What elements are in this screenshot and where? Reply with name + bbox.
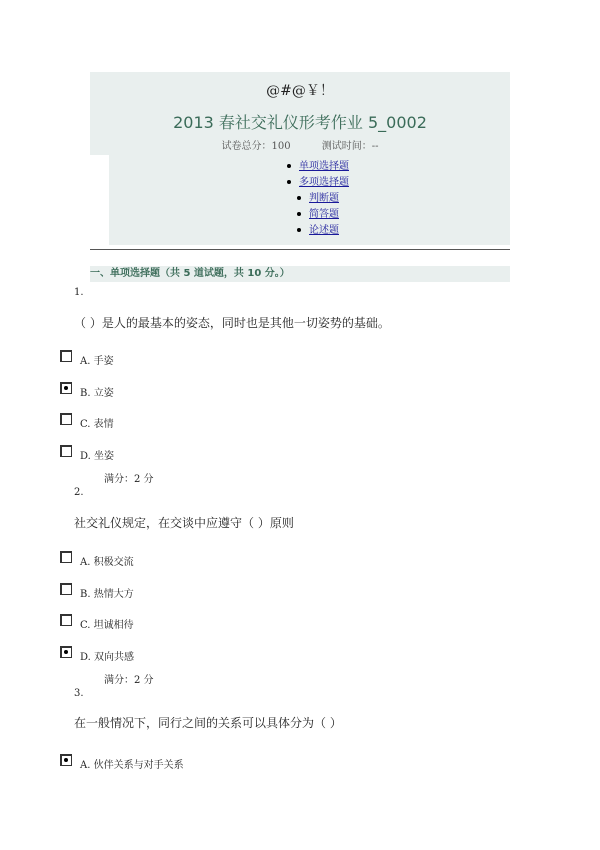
option-label: C. 表情 [80,418,114,430]
question-text: （ ）是人的最基本的姿态，同时也是其他一切姿势的基础。 [74,316,390,330]
nav-item-multiple-choice[interactable] [287,173,349,188]
section-nav [109,155,510,245]
header-symbols: @#@￥！ [266,83,334,99]
nav-link[interactable]: 论述题 [309,225,339,236]
option-label: B. 立姿 [80,387,114,399]
option-1c[interactable] [60,415,114,429]
question-number: 2. [74,487,84,498]
test-time: 测试时间：-- [321,141,379,152]
nav-link[interactable]: 单项选择题 [299,161,349,172]
nav-link[interactable]: 多项选择题 [299,177,349,188]
nav-link[interactable]: 判断题 [309,193,339,204]
question-number: 3. [74,688,84,699]
nav-item-essay[interactable] [297,221,339,236]
bullet-icon [287,180,291,184]
question-score: 满分：2 分 [104,675,154,686]
radio-button[interactable] [60,754,72,766]
exam-meta [90,137,510,152]
bullet-icon [297,196,301,200]
radio-button[interactable] [60,382,72,394]
option-label: D. 坐姿 [80,450,115,462]
option-1d[interactable] [60,447,114,461]
radio-button[interactable] [60,646,72,658]
option-2b[interactable] [60,585,134,599]
bullet-icon [287,164,291,168]
option-label: D. 双向共感 [80,651,135,663]
option-1b[interactable] [60,384,114,398]
option-label: A. 伙伴关系与对手关系 [80,759,184,771]
radio-button[interactable] [60,614,72,626]
question-text: 社交礼仪规定，在交谈中应遵守（ ）原则 [74,516,294,530]
option-label: A. 积极交流 [80,556,134,568]
radio-button[interactable] [60,445,72,457]
exam-header [90,72,510,155]
question-text: 在一般情况下，同行之间的关系可以具体分为（ ） [74,716,342,730]
nav-link[interactable]: 简答题 [309,209,339,220]
question-number: 1. [74,287,84,298]
option-2a[interactable] [60,553,134,567]
option-label: B. 热情大方 [80,588,134,600]
option-1a[interactable] [60,352,114,366]
option-label: C. 坦诚相待 [80,619,134,631]
section-title: 一、单项选择题（共 5 道试题，共 10 分。） [90,266,510,282]
option-2c[interactable] [60,616,134,630]
radio-button[interactable] [60,583,72,595]
nav-item-short-answer[interactable] [297,205,339,220]
option-2d[interactable] [60,648,134,662]
total-score: 试卷总分：100 [221,141,291,152]
bullet-icon [297,228,301,232]
option-3a[interactable] [60,756,184,770]
exam-title: 2013 春社交礼仪形考作业 5_0002 [173,113,427,132]
bullet-icon [297,212,301,216]
question-score: 满分：2 分 [104,474,154,485]
radio-button[interactable] [60,413,72,425]
radio-button[interactable] [60,551,72,563]
radio-button[interactable] [60,350,72,362]
nav-item-single-choice[interactable] [287,157,349,172]
divider [90,249,510,250]
nav-item-true-false[interactable] [297,189,339,204]
option-label: A. 手姿 [80,355,114,367]
